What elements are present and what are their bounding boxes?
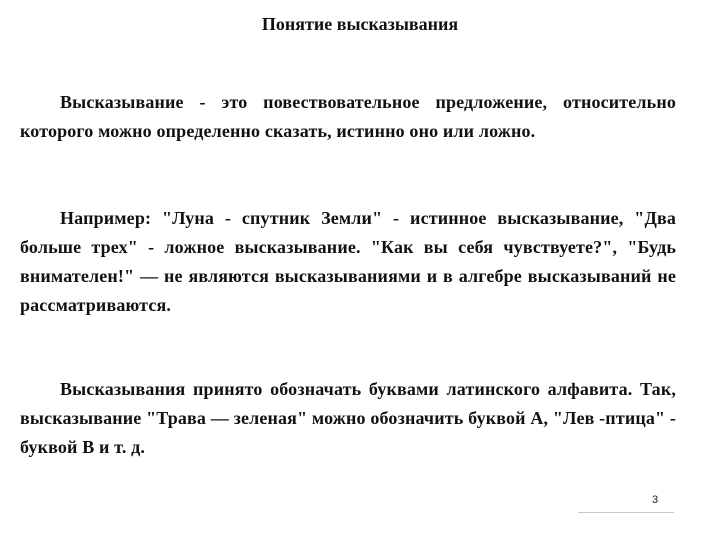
page-number: 3 [651, 494, 659, 506]
page-number-divider [578, 512, 674, 513]
slide-title: Понятие высказывания [261, 14, 459, 34]
notation-paragraph: Высказывания принято обозначать буквами латинского алфавита. Так, высказывание "Трава — зеленая" можно обозначить буквой А, "Лев -птица" - буквой В и т. д. [20, 379, 676, 457]
examples-paragraph: Например: "Луна - спутник Земли" - истинное высказывание, "Два больше трех" - ложное высказывание. "Как вы себя чувствуете?", "Будь внимателен!" — не являются высказываниями и в алгебре высказываний не рассматриваются. [20, 208, 676, 315]
definition-paragraph: Высказывание - это повествовательное предложение, относительно которого можно определенно сказать, истинно оно или ложно. [20, 92, 676, 141]
